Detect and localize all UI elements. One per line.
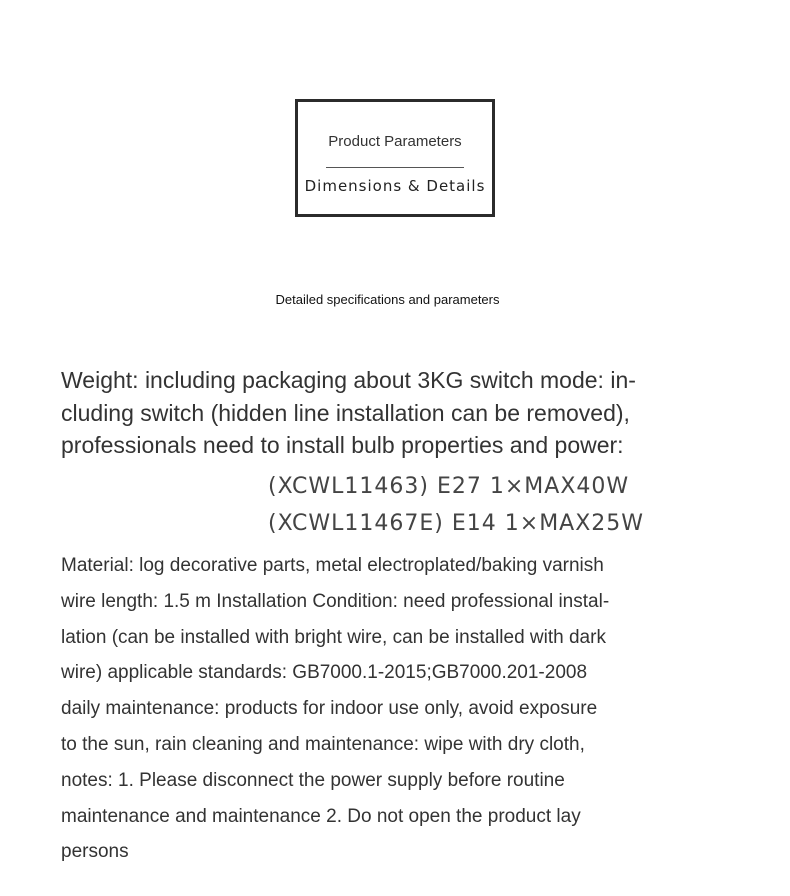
material-line: Material: log decorative parts, metal electroplated/baking varnish	[61, 555, 604, 576]
material-line: notes: 1. Please disconnect the power supply before routine	[61, 769, 565, 791]
header-divider	[326, 167, 464, 168]
weight-paragraph: Weight: including packaging about 3KG switch mode: in-cluding switch (hidden line installation can be removed), professionals need to install bulb properties and power:	[61, 367, 636, 458]
header-subtitle: Dimensions & Details	[304, 177, 486, 195]
material-line: maintenance and maintenance 2. Do not open the product lay	[61, 805, 581, 827]
material-line: wire) applicable standards: GB7000.1-2015;GB7000.201-2008	[61, 662, 588, 684]
material-specifications	[61, 553, 701, 875]
model-spec-e27: (XCWL11463) E27 1×MAX40W	[268, 474, 630, 499]
section-caption: Detailed specifications and parameters	[275, 292, 500, 307]
material-line: to the sun, rain cleaning and maintenance: wipe with dry cloth,	[61, 733, 585, 755]
header-title: Product Parameters	[328, 133, 462, 150]
section-header-box	[295, 99, 495, 217]
material-line: daily maintenance: products for indoor use only, avoid exposure	[61, 698, 598, 720]
model-spec-e14: (XCWL11467E) E14 1×MAX25W	[268, 511, 645, 536]
material-line: lation (can be installed with bright wire, can be installed with dark	[61, 626, 606, 648]
material-line: persons	[61, 841, 129, 863]
material-line: wire length: 1.5 m Installation Condition: need professional instal-	[61, 590, 610, 612]
